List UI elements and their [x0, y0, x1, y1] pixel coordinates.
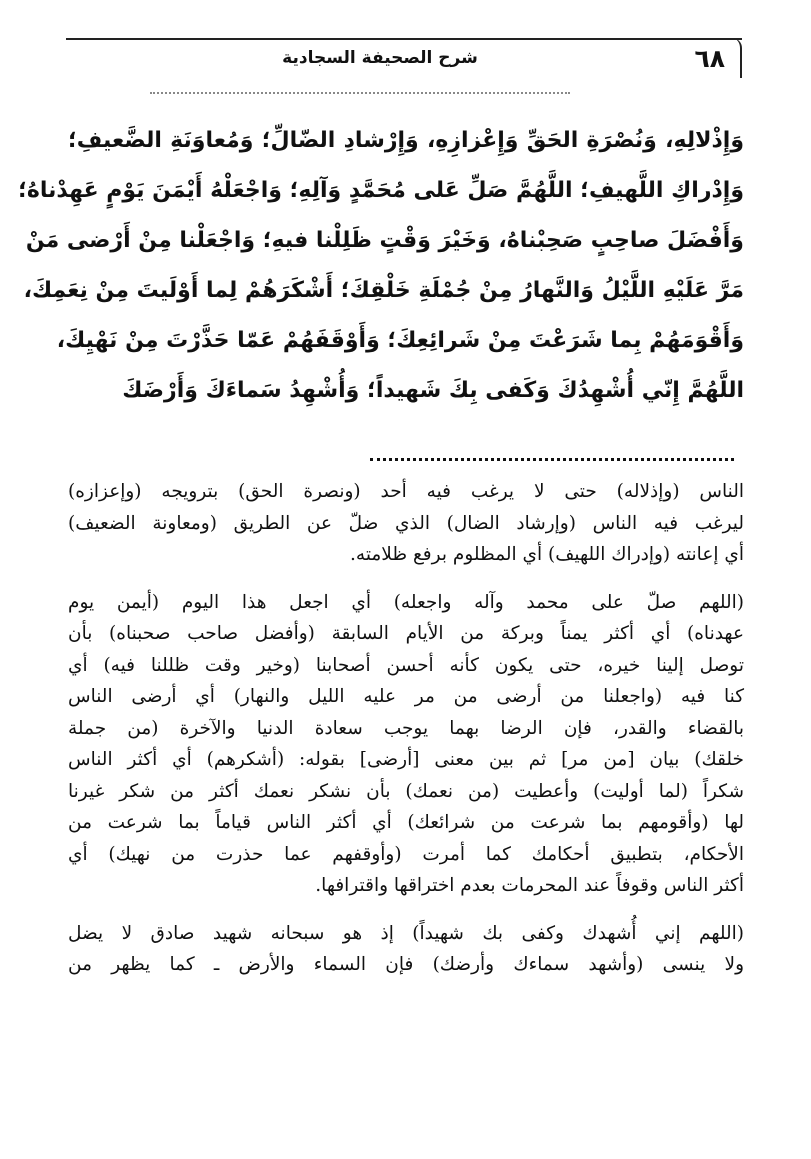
commentary-line: شكراً (لما أوليت) وأعطيت (من نعمك) بأن نشكر نعمك أكثر من شكر غيرنا: [68, 780, 744, 802]
page-number: ٦٨: [694, 44, 725, 73]
commentary-line: (اللهم إني أُشهدك وكفى بك شهيداً) إذ هو سبحانه شهيد صادق لا يضل: [68, 922, 744, 944]
commentary-paragraph: [68, 476, 744, 571]
supplication-text: [18, 116, 744, 416]
header-rule: [66, 38, 742, 40]
header-corner-mark: [722, 38, 742, 78]
commentary-line: ليرغب فيه الناس (وإرشاد الضال) الذي ضلّ عن الطريق (ومعاونة الضعيف): [68, 512, 744, 534]
commentary-line: كنا فيه (واجعلنا من أرضى من مر عليه الليل والنهار) أي أرضى الناس: [68, 686, 744, 707]
commentary-line: الأحكام، بتطبيق أحكامك كما أمرت (وأوقفهم عما حذرت من نهيك) أي: [68, 843, 744, 865]
dotted-separator: [370, 458, 734, 461]
supplication-line: وَإِدْراكِ اللَّهيفِ؛ اللَّهُمَّ صَلِّ عَلى مُحَمَّدٍ وَآلِهِ؛ وَاجْعَلْهُ أَيْمَنَ يَوْمٍ عَهِدْناهُ؛: [18, 178, 744, 203]
supplication-line: وَإِذْلالِهِ، وَنُصْرَةِ الحَقِّ وَإِعْزازِهِ، وَإِرْشادِ الضّالِّ؛ وَمُعاوَنَةِ الضَّعيفِ؛: [68, 128, 744, 153]
commentary-line: توصل إلينا خيره، حتى يكون كأنه أحسن أصحابنا (وخير وقت ظللنا فيه) أي: [68, 654, 744, 676]
supplication-line: مَرَّ عَلَيْهِ اللَّيْلُ وَالنَّهارُ مِنْ جُمْلَةِ خَلْقِكَ؛ أَشْكَرَهُمْ لِما أَوْلَيتَ مِنْ نِعَمِكَ،: [23, 278, 744, 303]
commentary-line: بالقضاء والقدر، فإن الرضا بهما يوجب سعادة الدنيا والآخرة (من جملة: [68, 717, 744, 739]
commentary-line: أي إعانته (وإدراك اللهيف) أي المظلوم برفع ظلامته.: [350, 544, 744, 565]
commentary-paragraph: [68, 587, 744, 902]
running-title: شرح الصحيفة السجادية: [282, 48, 478, 68]
commentary-line: الناس (وإذلاله) حتى لا يرغب فيه أحد (ونصرة الحق) بترويجه (وإعزازه): [68, 481, 744, 502]
commentary-paragraph: [68, 918, 744, 981]
commentary-line: عهدناه) أي أكثر يمناً وبركة من الأيام السابقة (وأفضل صاحب صحبناه) بأن: [68, 623, 744, 644]
commentary-line: ولا ينسى (وأشهد سماءك وأرضك) فإن السماء والأرض ـ كما يظهر من: [68, 954, 744, 975]
commentary-line: لها (وأقومهم بما شرعت من شرائعك) أي أكثر الناس قياماً بما شرعت من: [68, 812, 744, 833]
commentary-text: [68, 476, 744, 997]
commentary-line: أكثر الناس وقوفاً عند المحرمات بعدم اختراقها واقترافها.: [315, 875, 744, 896]
commentary-line: (اللهم صلّ على محمد وآله واجعله) أي اجعل هذا اليوم (أيمن يوم: [68, 591, 744, 613]
supplication-line: اللَّهُمَّ إِنّي أُشْهِدُكَ وَكَفى بِكَ شَهيداً؛ وَأُشْهِدُ سَماءَكَ وَأَرْضَكَ: [122, 378, 744, 403]
commentary-line: خلقك) بيان [من مر] ثم بين معنى [أرضى] بقوله: (أشكرهم) أي أكثر الناس: [68, 749, 744, 770]
supplication-line: وَأَقْوَمَهُمْ بِما شَرَعْتَ مِنْ شَرائِعِكَ؛ وَأَوْقَفَهُمْ عَمّا حَذَّرْتَ مِنْ نَهْيِكَ،: [56, 328, 744, 353]
supplication-line: وَأَفْضَلَ صاحِبٍ صَحِبْناهُ، وَخَيْرَ وَقْتٍ ظَلِلْنا فيهِ؛ وَاجْعَلْنا مِنْ أَرْضى مَنْ: [25, 228, 744, 253]
header-dotted-divider: [150, 92, 570, 106]
